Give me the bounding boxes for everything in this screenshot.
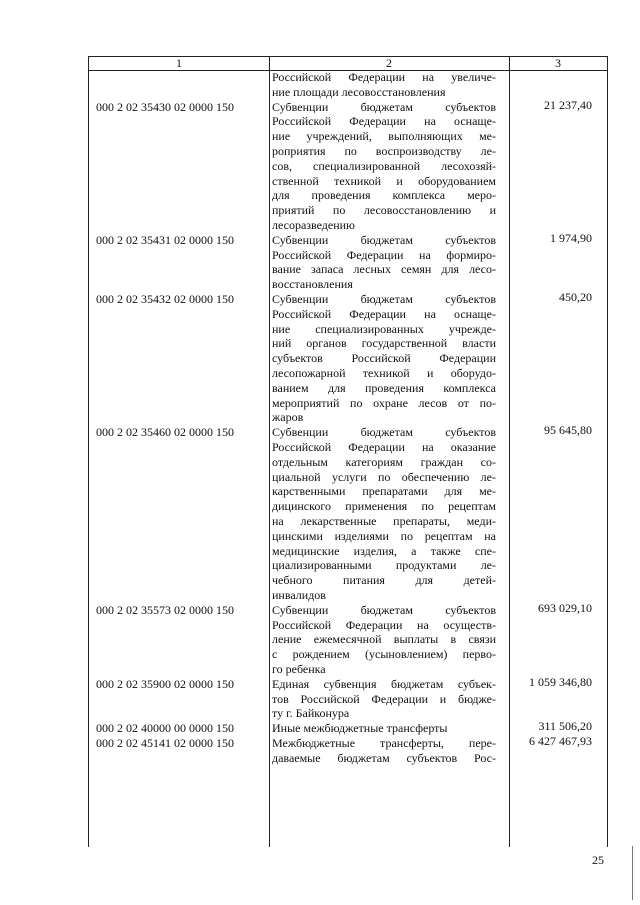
row-code: 000 2 02 45141 02 0000 150 [96, 736, 234, 750]
description-line: ту г. Байконура [272, 706, 350, 721]
row-amount: 693 029,10 [538, 601, 592, 615]
row-description [272, 292, 496, 425]
description-line: ние специализированных учрежде- [272, 321, 496, 336]
row-code: 000 2 02 35573 02 0000 150 [96, 602, 234, 617]
description-line: Российской Федерации на формиро- [272, 247, 496, 262]
description-line: Субвенции бюджетам субъектов [272, 99, 496, 114]
row-description [272, 233, 496, 292]
description-line: Единая субвенция бюджетам субъек- [272, 676, 496, 691]
row-description [272, 677, 496, 721]
row-code: 000 2 02 40000 00 0000 150 [96, 721, 234, 736]
row-code: 000 2 02 35900 02 0000 150 [96, 676, 234, 691]
table-header [89, 56, 607, 71]
row-amount: 95 645,80 [544, 423, 592, 438]
row-amount: 311 506,20 [538, 719, 592, 734]
row-code: 000 2 02 35431 02 0000 150 [96, 232, 234, 247]
row-description [272, 100, 496, 233]
description-line: Российской Федерации на увеличе- [272, 70, 496, 84]
description-line: ственной техникой и оборудованием [272, 173, 496, 188]
description-line: Российской Федерации на оснаще- [272, 114, 496, 129]
description-line: Субвенции бюджетам субъектов [272, 425, 496, 440]
description-line: цинскими изделиями по рецептам на [272, 528, 496, 543]
header-col-1: 1 [176, 56, 182, 70]
description-line: чебного питания для детей- [272, 573, 496, 588]
description-line: вание запаса лесных семян для лесо- [272, 262, 496, 277]
description-line: для проведения комплекса меро- [272, 188, 496, 203]
description-line: отдельным категориям граждан со- [272, 454, 496, 469]
description-line: даваемые бюджетам субъектов Рос- [272, 750, 496, 765]
row-amount: 1 059 346,80 [529, 675, 592, 689]
description-line: с рождением (усыновлением) перво- [272, 647, 496, 662]
description-line: жаров [272, 410, 304, 425]
description-line: роприятия по воспроизводству ле- [272, 143, 496, 158]
description-line: мероприятий по охране лесов от по- [272, 395, 496, 410]
row-amount: 21 237,40 [544, 97, 592, 112]
description-line: субъектов Российской Федерации [272, 351, 496, 366]
row-amount: 450,20 [559, 290, 592, 305]
row-description [272, 70, 496, 100]
row-code: 000 2 02 35430 02 0000 150 [96, 99, 234, 114]
row-description [272, 603, 496, 677]
description-line: ние площади лесовосстановления [272, 84, 446, 99]
description-line: циализированными продуктами ле- [272, 558, 496, 573]
description-line: Субвенции бюджетам субъектов [272, 232, 496, 247]
description-line: дицинского применения по рецептам [272, 499, 496, 514]
page-number: 25 [592, 853, 604, 867]
description-line: ванием для проведения комплекса [272, 380, 496, 395]
row-description [272, 721, 496, 736]
description-line: лесоразведению [272, 217, 356, 232]
description-line: Российской Федерации на осуществ- [272, 617, 496, 632]
description-line: ление ежемесячной выплаты в связи [272, 632, 496, 647]
row-code: 000 2 02 35460 02 0000 150 [96, 425, 234, 440]
description-line: медицинские изделия, а также спе- [272, 543, 496, 558]
description-line: ние учреждений, выполняющих ме- [272, 129, 496, 144]
description-line: лесопожарной техникой и оборудо- [272, 365, 496, 380]
description-line: восстановления [272, 277, 353, 292]
description-line: Субвенции бюджетам субъектов [272, 602, 496, 617]
column-divider-1 [269, 56, 270, 847]
description-line: карственными препаратами для ме- [272, 484, 496, 499]
description-line: инвалидов [272, 587, 326, 602]
row-description [272, 425, 496, 603]
row-code: 000 2 02 35432 02 0000 150 [96, 292, 234, 306]
description-line: на лекарственные препараты, меди- [272, 513, 496, 528]
description-line: сов, специализированной лесохозяй- [272, 158, 496, 173]
description-line: циальной услуги по обеспечению ле- [272, 469, 496, 484]
page-edge-mark [632, 846, 633, 900]
description-line: го ребенка [272, 661, 326, 676]
header-col-2: 2 [386, 56, 392, 70]
description-line: Российской Федерации на оказание [272, 439, 496, 454]
header-col-3: 3 [555, 56, 561, 70]
description-line: Российской Федерации на оснаще- [272, 306, 496, 321]
description-line: Межбюджетные трансферты, пере- [272, 736, 496, 750]
description-line: Иные межбюджетные трансферты [272, 721, 448, 736]
description-line: приятий по лесовосстановлению и [272, 203, 496, 218]
description-line: Субвенции бюджетам субъектов [272, 292, 496, 306]
row-amount: 1 974,90 [550, 231, 592, 245]
description-line: тов Российской Федерации и бюдже- [272, 691, 496, 706]
row-amount: 6 427 467,93 [529, 734, 592, 749]
row-description [272, 736, 496, 766]
description-line: ний органов государственной власти [272, 336, 496, 351]
